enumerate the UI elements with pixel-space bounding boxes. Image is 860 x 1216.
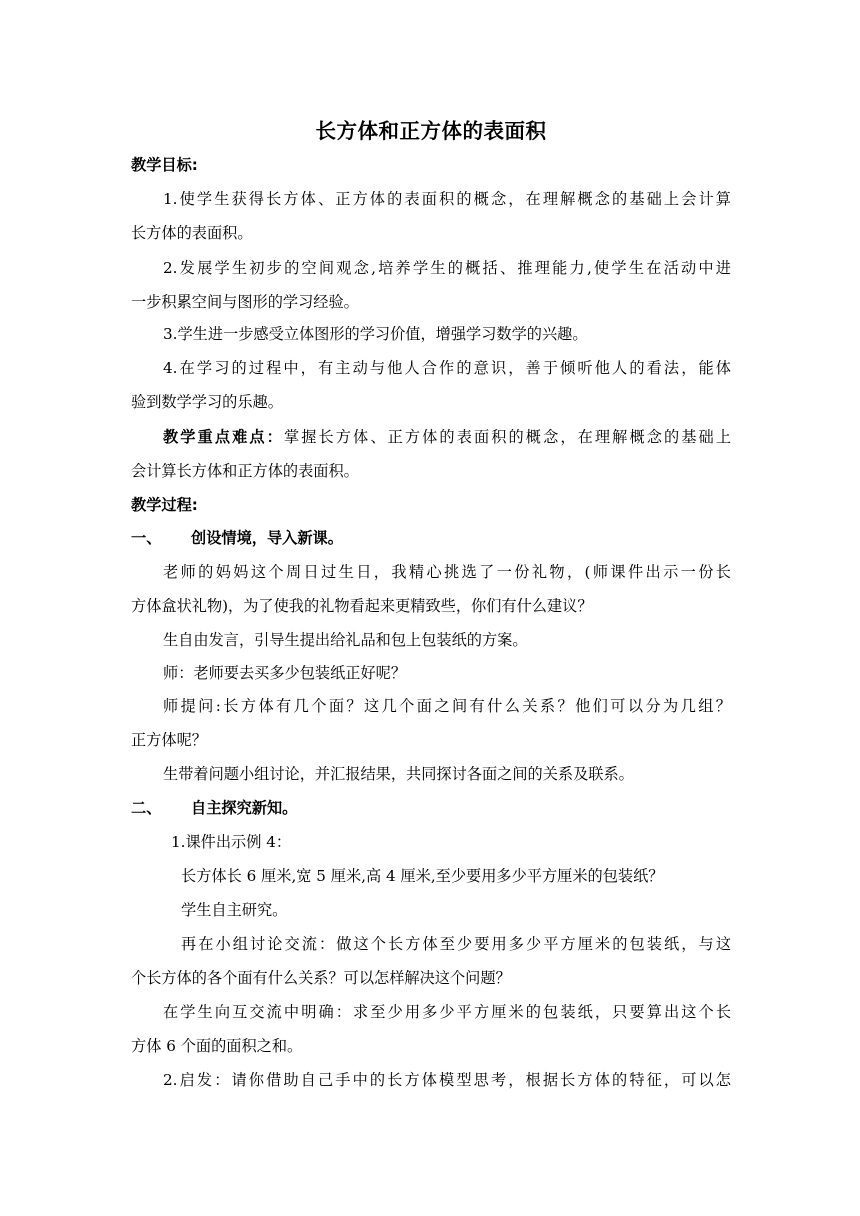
key-points-text: 掌握长方体、正方体的表面积的概念，在理解概念的基础上 [283,428,732,446]
step-1-label: 1.课件出示例 4： [171,833,292,851]
goal-1-line-1: 1.使学生获得长方体、正方体的表面积的概念，在理解概念的基础上会计算 [163,190,731,208]
paragraph-1-line-1: 老师的妈妈这个周日过生日，我精心挑选了一份礼物，(师课件出示一份长 [163,563,731,581]
group-discussion-line-2: 个长方体的各个面有什么关系？可以怎样解决这个问题？ [131,969,511,987]
paragraph-5: 生带着问题小组讨论，并汇报结果，共同探讨各面之间的关系及联系。 [163,765,634,783]
clarify-line-2: 方体 6 个面的面积之和。 [131,1037,303,1055]
section-2-number: 二、 [131,799,162,817]
self-study-line: 学生自主研究。 [181,901,288,919]
goal-4-line-2: 验到数学学习的乐趣。 [131,393,283,411]
paragraph-4-line-2: 正方体呢？ [131,731,207,749]
section-2-title: 自主探究新知。 [191,799,298,817]
step-2-line-1: 2.启发：请你借助自己手中的长方体模型思考，根据长方体的特征，可以怎 [163,1071,731,1089]
goals-heading: 教学目标: [131,156,198,174]
paragraph-4-line-1: 师提问:长方体有几个面？这几个面之间有什么关系？他们可以分为几组？ [163,697,731,715]
section-1-title: 创设情境，导入新课。 [191,529,343,547]
paragraph-3: 师：老师要去买多少包装纸正好呢？ [163,664,406,682]
goal-3: 3.学生进一步感受立体图形的学习价值，增强学习数学的兴趣。 [163,325,588,343]
document-title: 长方体和正方体的表面积 [315,119,547,143]
goal-2-line-1: 2.发展学生初步的空间观念,培养学生的概括、推理能力,使学生在活动中进 [163,259,731,277]
goal-1-line-2: 长方体的表面积。 [131,224,253,242]
section-1-heading [131,528,731,548]
section-1-number: 一、 [131,529,162,547]
example-problem: 长方体长 6 厘米,宽 5 厘米,高 4 厘米,至少要用多少平方厘米的包装纸？ [181,867,664,885]
paragraph-1-line-2: 方体盒状礼物)，为了使我的礼物看起来更精致些，你们有什么建议？ [131,597,593,615]
group-discussion-line-1: 再在小组讨论交流：做这个长方体至少要用多少平方厘米的包装纸，与这 [181,935,731,953]
key-points-line-1 [131,427,731,447]
goal-4-line-1: 4.在学习的过程中，有主动与他人合作的意识，善于倾听他人的看法，能体 [163,359,731,377]
goal-2-line-2: 一步积累空间与图形的学习经验。 [131,293,359,311]
paragraph-2: 生自由发言，引导生提出给礼品和包上包装纸的方案。 [163,631,528,649]
clarify-line-1: 在学生向互交流中明确：求至少用多少平方厘米的包装纸，只要算出这个长 [163,1003,731,1021]
key-points-label: 教学重点难点： [163,428,284,446]
key-points-line-2: 会计算长方体和正方体的表面积。 [131,462,359,480]
process-heading: 教学过程: [131,496,198,514]
section-2-heading [131,798,731,818]
